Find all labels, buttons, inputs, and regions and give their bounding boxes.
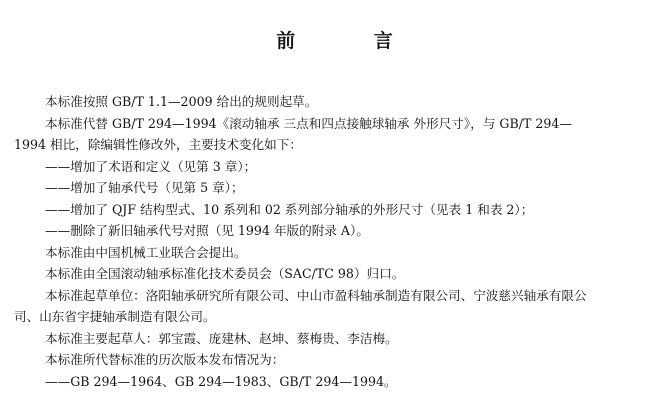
paragraph-proposed-by: 本标准由中国机械工业联合会提出。 xyxy=(45,245,247,260)
paragraph-administered-by: 本标准由全国滚动轴承标准化技术委员会（SAC/TC 98）归口。 xyxy=(45,266,405,281)
paragraph-main-drafters: 本标准主要起草人：郭宝霞、庞建林、赵坤、蔡梅贵、李洁梅。 xyxy=(45,331,398,346)
change-item-bearing-codes: ——增加了轴承代号（见第 5 章）； xyxy=(45,180,244,195)
paragraph-drafting-units: 本标准起草单位：洛阳轴承研究所有限公司、中山市盈科轴承制造有限公司、宁波慈兴轴承有限公 xyxy=(45,288,587,303)
paragraph-drafting-rules: 本标准按照 GB/T 1.1—2009 给出的规则起草。 xyxy=(45,94,318,109)
page-title: 前 言 xyxy=(276,30,429,52)
paragraph-drafting-units-continued: 司、山东省宇捷轴承制造有限公司。 xyxy=(14,309,216,324)
change-item-qjf-dimensions: ——增加了 QJF 结构型式、10 系列和 02 系列部分轴承的外形尺寸（见表 1 和表 2）； xyxy=(45,202,534,217)
change-item-terms: ——增加了术语和定义（见第 3 章）； xyxy=(45,159,257,174)
paragraph-replaces-standard: 本标准代替 GB/T 294—1994《滚动轴承 三点和四点接触球轴承 外形尺寸》，与 GB/T 294— xyxy=(45,116,572,131)
paragraph-replaces-continued: 1994 相比，除编辑性修改外，主要技术变化如下： xyxy=(14,137,302,152)
change-item-removed-comparison: ——删除了新旧轴承代号对照（见 1994 年版的附录 A）。 xyxy=(45,223,369,238)
version-history-list: ——GB 294—1964、GB 294—1983、GB/T 294—1994。 xyxy=(45,374,397,389)
paragraph-version-history: 本标准所代替标准的历次版本发布情况为： xyxy=(45,352,285,367)
